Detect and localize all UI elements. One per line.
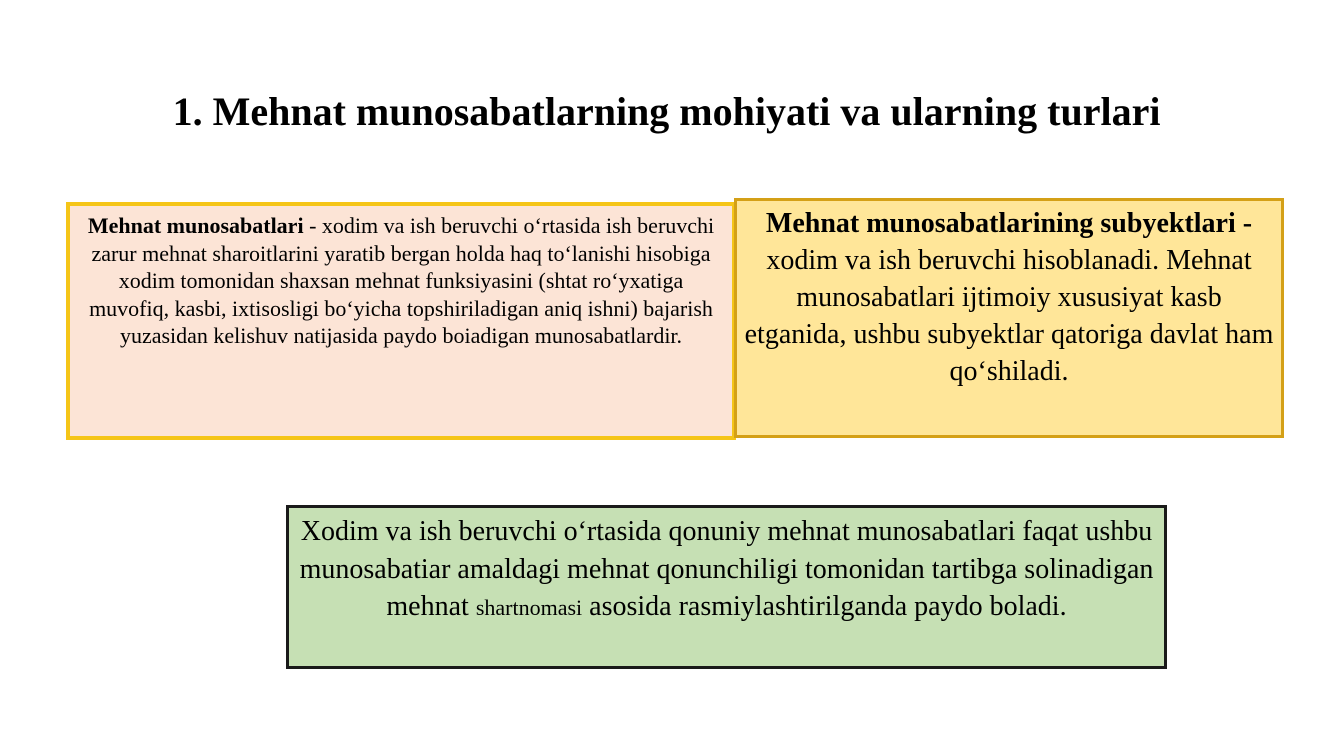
definition-box	[66, 202, 736, 440]
note-small-word: shartnomasi	[475, 595, 583, 620]
subjects-text: xodim va ish beruvchi hisoblanadi. Mehnat munosabatlari ijtimoiy xususiyat kasb etganida, ushbu subyektlar qatoriga davlat ham qo‘shiladi.	[744, 245, 1274, 387]
note-text-before: Xodim va ish beruvchi o‘rtasida qonuniy mehnat munosabatlari faqat ushbu munosabatiar amaldagi mehnat qonunchiligi tomonidan tartibga solinadigan mehnat	[299, 516, 1154, 622]
definition-term: Mehnat munosabatlari	[87, 213, 304, 238]
slide-title: 1. Mehnat munosabatlarning mohiyati va ularning turlari	[172, 89, 1161, 134]
note-box	[286, 505, 1167, 669]
definition-text: - xodim va ish beruvchi o‘rtasida ish beruvchi zarur mehnat sharoitlarini yaratib bergan holda haq to‘lanishi hisobiga xodim tomonidan shaxsan mehnat funksiyasini (shtat ro‘yxatiga muvofiq, kasbi, ixtisosligi bo‘yicha topshiriladigan aniq ishni) bajarish yuzasidan kelishuv natijasida paydo boiadigan munosabatlardir.	[89, 213, 715, 348]
note-text-after: asosida rasmiylashtirilganda paydo boladi.	[582, 591, 1067, 622]
subjects-box	[734, 198, 1284, 438]
subjects-term: Mehnat munosabatlarining subyektlari -	[765, 208, 1253, 239]
